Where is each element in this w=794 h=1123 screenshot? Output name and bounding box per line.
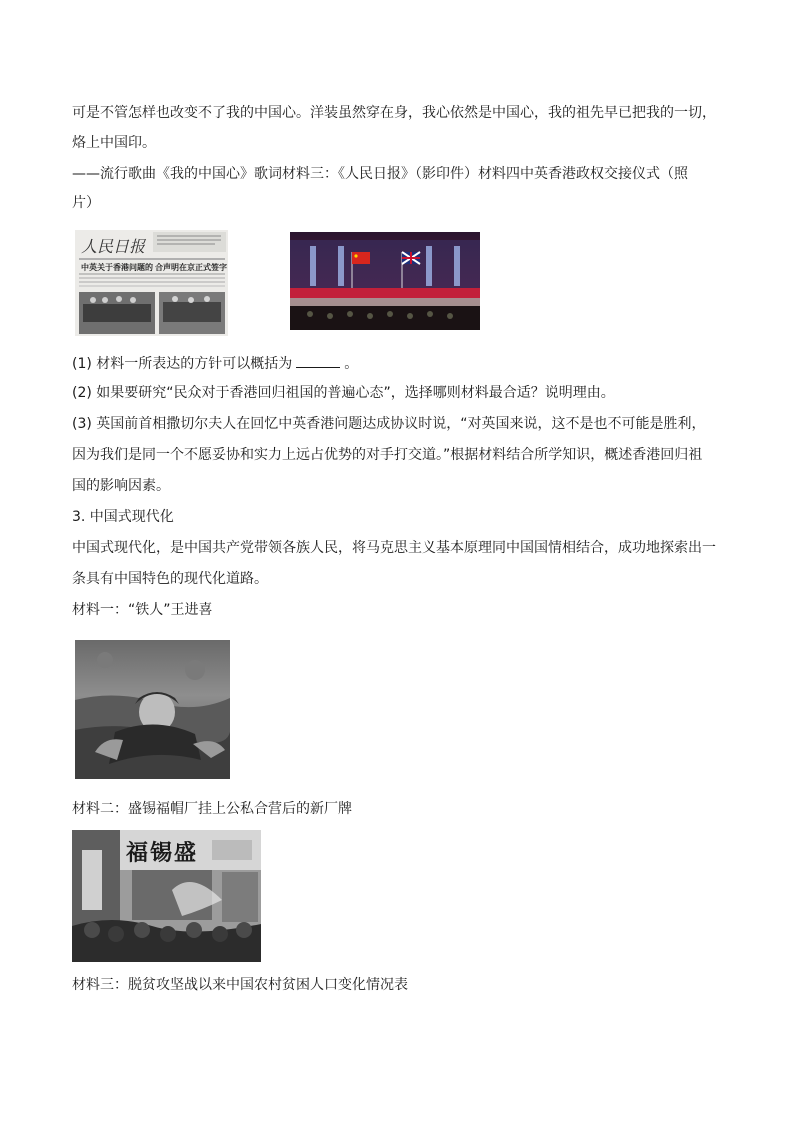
question-3-line-1: (3) 英国前首相撒切尔夫人在回忆中英香港问题达成协议时说，“对英国来说，这不是也不可能是胜利， (72, 416, 706, 432)
iron-man-photo (75, 640, 230, 779)
lyrics-line-2: 烙上中国印。 (72, 135, 156, 151)
material-3-caption: 材料三：脱贫攻坚战以来中国农村贫困人口变化情况表 (72, 977, 408, 993)
newspaper-image (75, 230, 228, 336)
lyrics-line-1: 可是不管怎样也改变不了我的中国心。洋装虽然穿在身，我心依然是中国心，我的祖先早已把我的一切， (72, 105, 716, 121)
section-3-heading: 3. 中国式现代化 (72, 509, 174, 525)
hat-factory-sign: 福锡盛 (126, 840, 199, 866)
handover-ceremony-image (290, 232, 480, 330)
question-1-end: 。 (344, 356, 359, 372)
question-3-line-2: 因为我们是同一个不愿妥协和实力上远占优势的对手打交道。”根据材料结合所学知识，概述香港回归祖 (72, 447, 703, 463)
newspaper-headline-right: 合声明在京正式签字 (155, 263, 227, 272)
newspaper-masthead: 人民日报 (81, 237, 146, 256)
section-3-intro-line-2: 条具有中国特色的现代化道路。 (72, 571, 268, 587)
question-2: (2) 如果要研究“民众对于香港回归祖国的普遍心态”，选择哪则材料最合适？说明理由。 (72, 385, 615, 401)
hat-factory-photo (72, 830, 261, 962)
handover-drawing (290, 232, 480, 330)
section-3-intro-line-1: 中国式现代化，是中国共产党带领各族人民，将马克思主义基本原理同中国国情相结合，成功地探索出一 (72, 540, 716, 556)
source-line-1: ——流行歌曲《我的中国心》歌词材料三：《人民日报》（影印件）材料四中英香港政权交接仪式（照 (72, 166, 688, 182)
answer-blank (296, 353, 340, 368)
material-2-caption: 材料二：盛锡福帽厂挂上公私合营后的新厂牌 (72, 801, 352, 817)
question-3-line-3: 国的影响因素。 (72, 478, 170, 494)
source-line-2: 片） (72, 195, 100, 211)
question-1 (72, 353, 358, 374)
newspaper-headline-left: 中英关于香港问题的 (81, 263, 153, 272)
question-1-text: (1) 材料一所表达的方针可以概括为 (72, 356, 293, 372)
iron-man-drawing (75, 640, 230, 779)
material-1-caption: 材料一：“铁人”王进喜 (72, 602, 213, 618)
